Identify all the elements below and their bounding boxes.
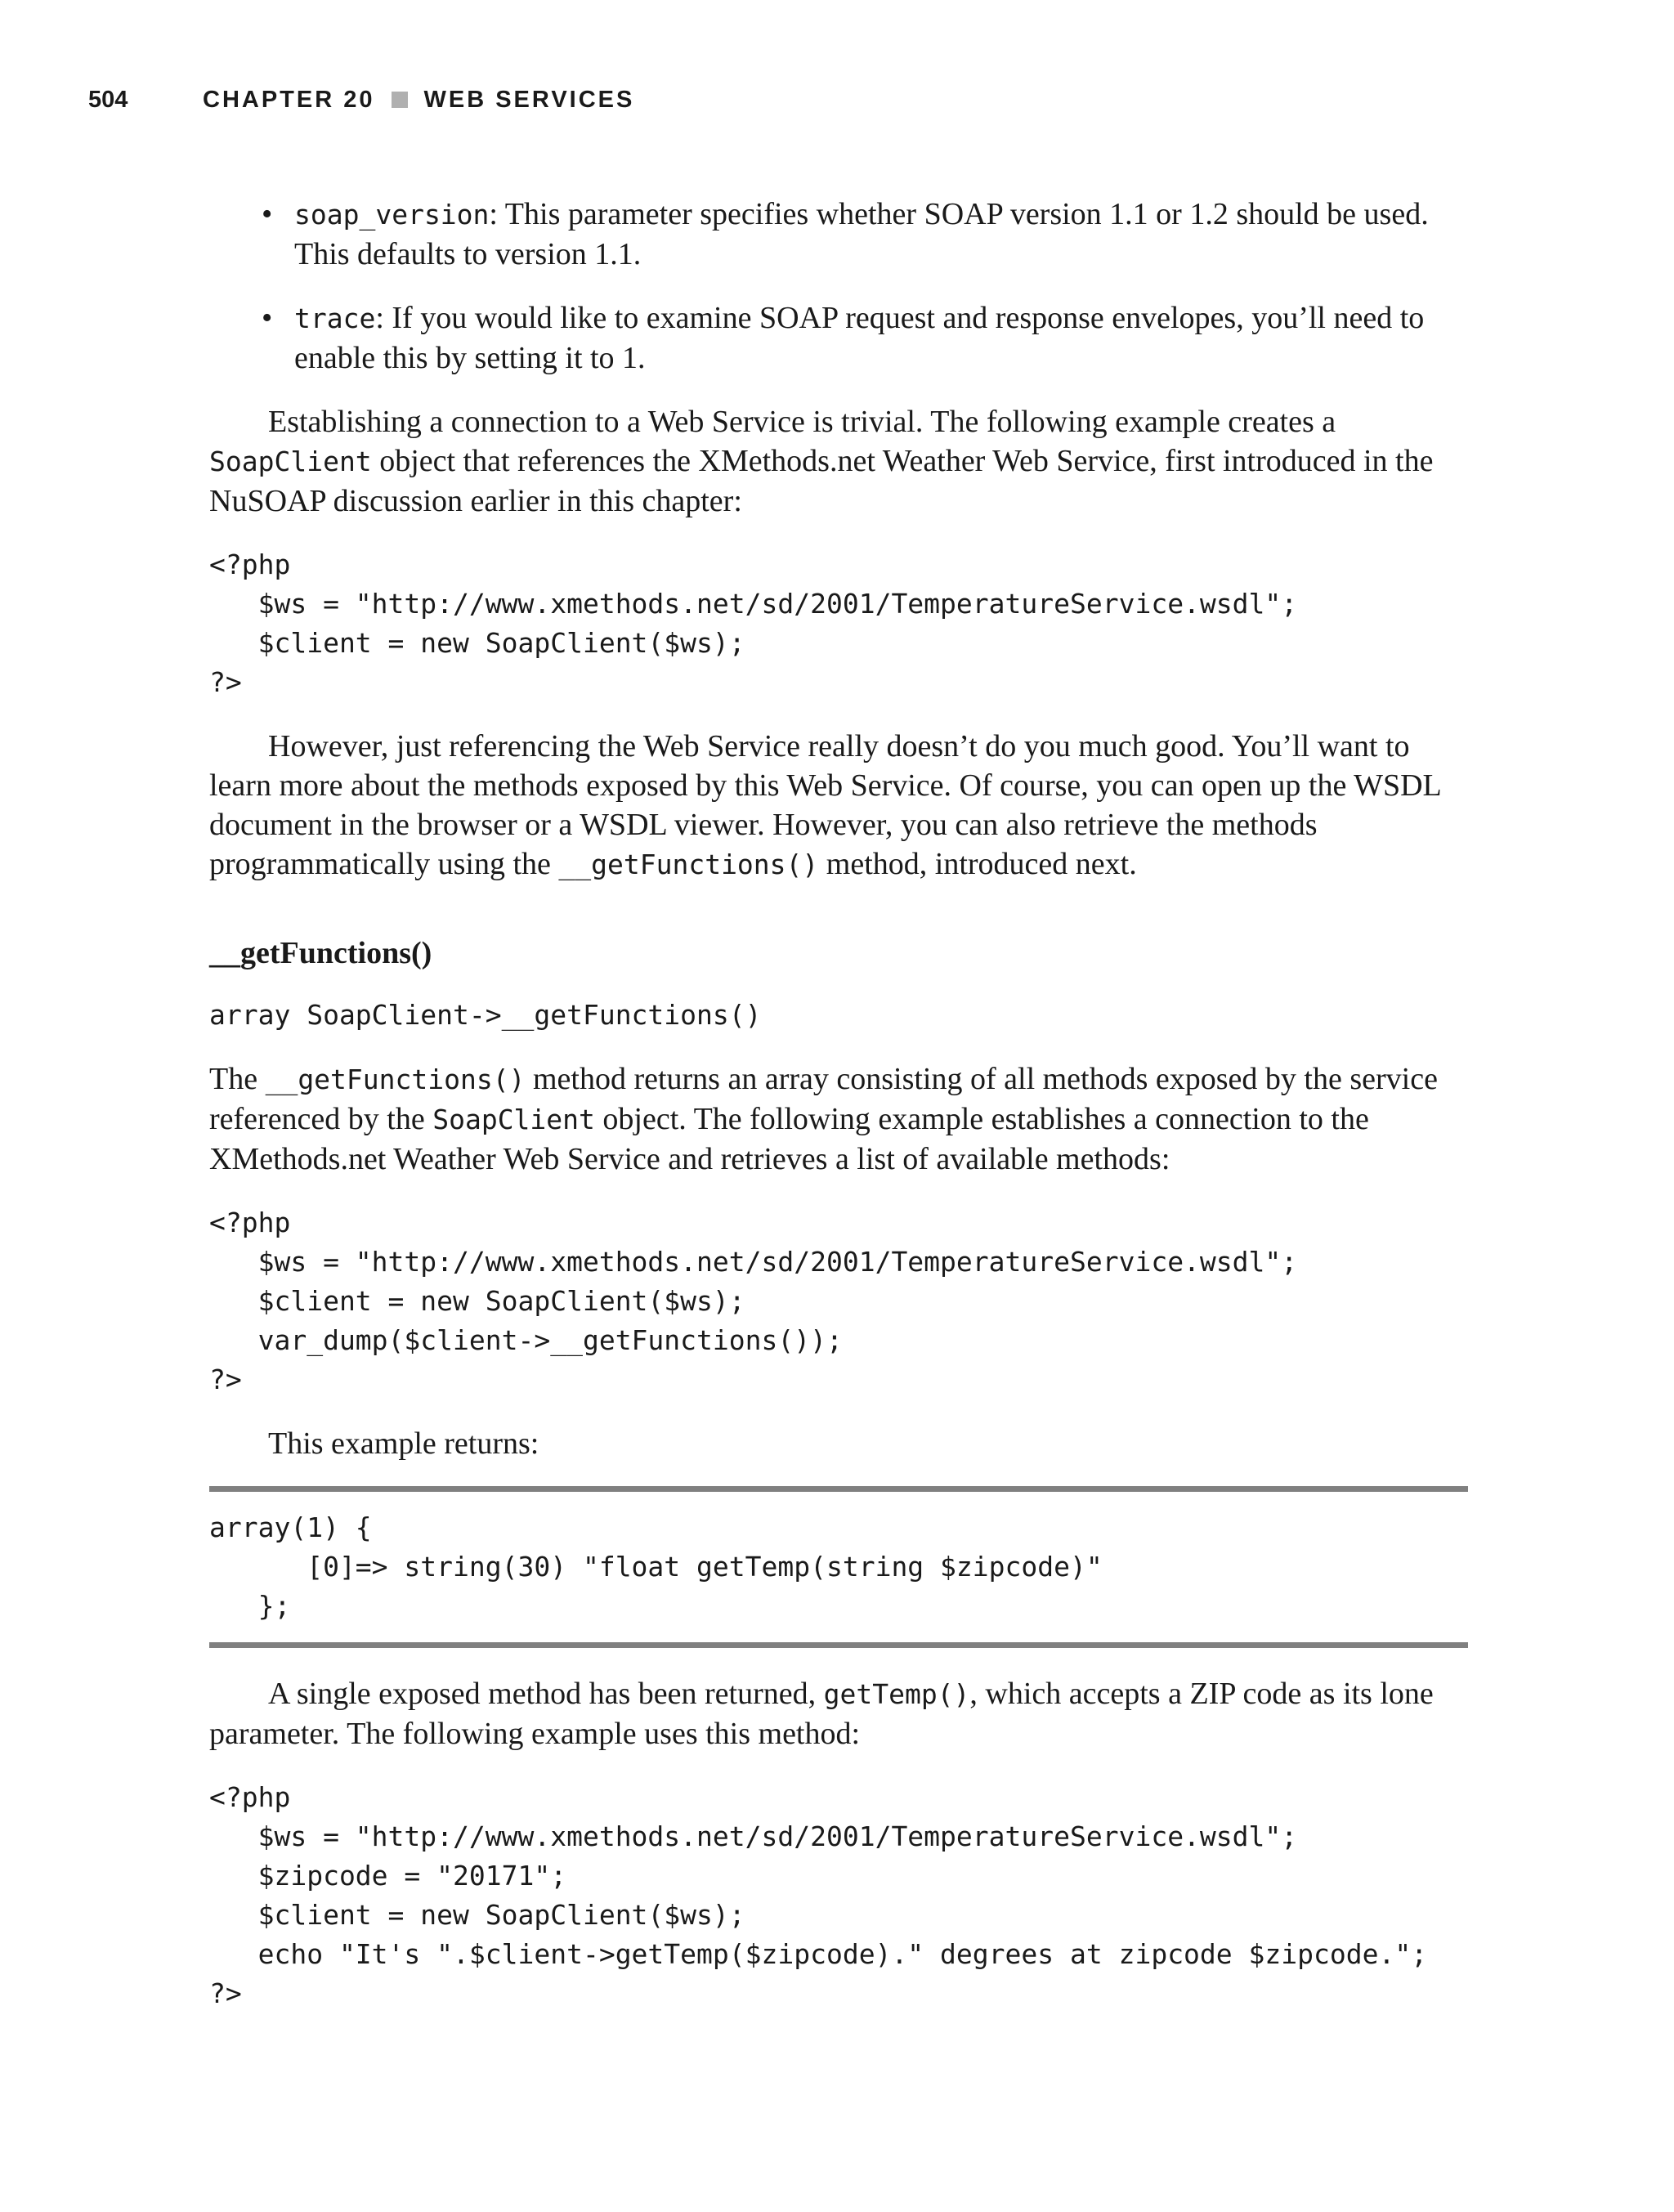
text-run: object that references the XMethods.net Weather Web Service, first introduced in the NuSOAP discussion earlier in this chapter:	[209, 444, 1434, 518]
page-header	[88, 80, 634, 119]
text-run: A single exposed method has been returned,	[268, 1677, 824, 1711]
page-number: 504	[88, 86, 128, 113]
inline-code: __getFunctions()	[265, 1063, 526, 1095]
code-block-connect: <?php $ws = "http://www.xmethods.net/sd/2001/TemperatureService.wsdl"; $client = new SoapClient($ws); ?>	[209, 549, 1298, 698]
paragraph-methods	[209, 727, 1468, 884]
section-heading: __getFunctions()	[209, 936, 432, 970]
section-label: WEB SERVICES	[423, 86, 635, 113]
text-run: The	[209, 1062, 266, 1096]
method-signature: array SoapClient->__getFunctions()	[209, 999, 762, 1031]
paragraph-connection	[209, 402, 1468, 521]
bullet-icon: •	[262, 197, 273, 231]
list-item	[209, 195, 1468, 274]
text-run: object. The following example establishes a connection to the XMethods.net Weather Web Service and retrieves a list of available methods:	[209, 1102, 1369, 1176]
text-run: , which accepts a ZIP code as its lone parameter. The following example uses this method:	[209, 1677, 1434, 1751]
code-block-getfunctions: <?php $ws = "http://www.xmethods.net/sd/2001/TemperatureService.wsdl"; $client = new SoapClient($ws); var_dump($client->__getFunctions()); ?>	[209, 1207, 1298, 1395]
text-run: However, just referencing the Web Service really doesn’t do you much good. You’ll want to learn more about the methods exposed by this Web Service. Of course, you can open up the WSDL document in the browser or a WSDL viewer. However, you can also retrieve the methods programmatically using the	[209, 729, 1441, 881]
text-run: method returns an array consisting of all methods exposed by the service referenced by the	[209, 1062, 1438, 1136]
bullet-icon: •	[262, 301, 273, 335]
text-run: method, introduced next.	[818, 847, 1137, 881]
param-name: soap_version	[294, 199, 490, 231]
output-box	[209, 1486, 1468, 1648]
inline-code: SoapClient	[209, 446, 372, 477]
inline-code: getTemp()	[823, 1678, 970, 1710]
list-item	[209, 298, 1468, 378]
page-content	[209, 195, 1468, 2038]
param-description: : If you would like to examine SOAP request and response envelopes, you’ll need to enable this by setting it to 1.	[294, 301, 1425, 375]
text-run: Establishing a connection to a Web Service is trivial. The following example creates a	[268, 405, 1336, 439]
param-name: trace	[294, 302, 376, 334]
parameter-list	[209, 195, 1468, 378]
code-block-gettemp: <?php $ws = "http://www.xmethods.net/sd/2001/TemperatureService.wsdl"; $zipcode = "20171"; $client = new SoapClient($ws); echo "It's ".$client->getTemp($zipcode)." degrees at zipcode $zipcode."; ?>	[209, 1781, 1428, 2009]
paragraph-getfunctions	[209, 1059, 1468, 1179]
header-separator-square	[392, 92, 408, 108]
inline-code: __getFunctions()	[558, 849, 819, 880]
param-description: : This parameter specifies whether SOAP version 1.1 or 1.2 should be used. This defaults to version 1.1.	[294, 197, 1429, 271]
paragraph-gettemp	[209, 1674, 1468, 1753]
inline-code: SoapClient	[432, 1104, 595, 1135]
chapter-label: CHAPTER 20	[203, 86, 375, 113]
output-code: array(1) { [0]=> string(30) "float getTemp(string $zipcode)" };	[209, 1511, 1103, 1622]
paragraph-returns: This example returns:	[268, 1426, 539, 1461]
